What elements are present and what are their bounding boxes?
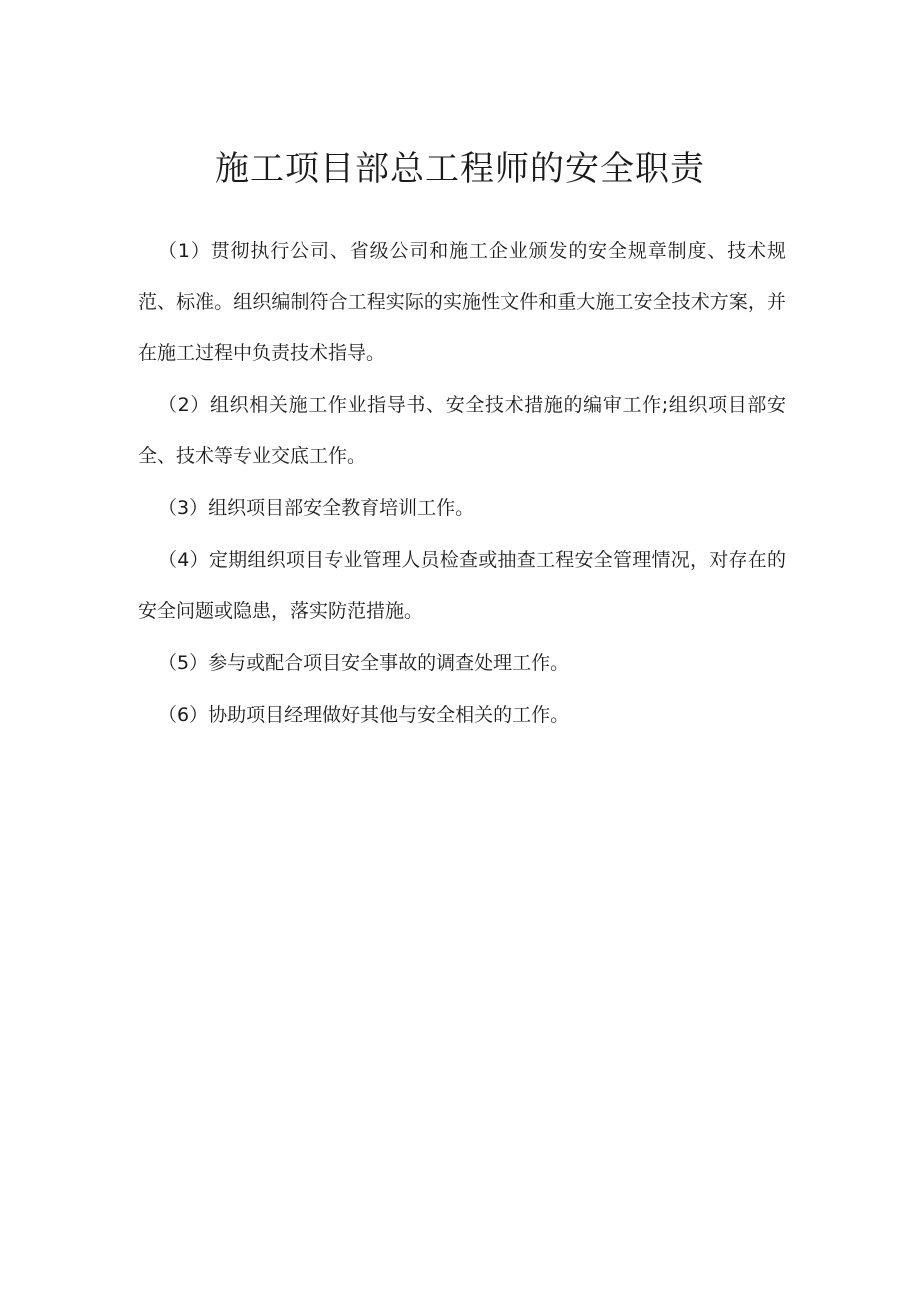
paragraph-5: （5）参与或配合项目安全事故的调查处理工作。 [158,652,570,674]
paragraph-1: （1）贯彻执行公司、省级公司和施工企业颁发的安全规章制度、技术规范、标准。组织编制符合工程实际的实施性文件和重大施工安全技术方案，并在施工过程中负责技术指导。 [138,240,786,364]
document-body [138,226,786,742]
document-title: 施工项目部总工程师的安全职责 [215,149,705,189]
paragraph-3: （3）组织项目部安全教育培训工作。 [158,497,475,519]
paragraph-4: （4）定期组织项目专业管理人员检查或抽查工程安全管理情况，对存在的安全问题或隐患，落实防范措施。 [138,549,786,622]
paragraph-6: （6）协助项目经理做好其他与安全相关的工作。 [158,704,570,726]
paragraph-2: （2）组织相关施工作业指导书、安全技术措施的编审工作;组织项目部安全、技术等专业交底工作。 [138,394,786,467]
